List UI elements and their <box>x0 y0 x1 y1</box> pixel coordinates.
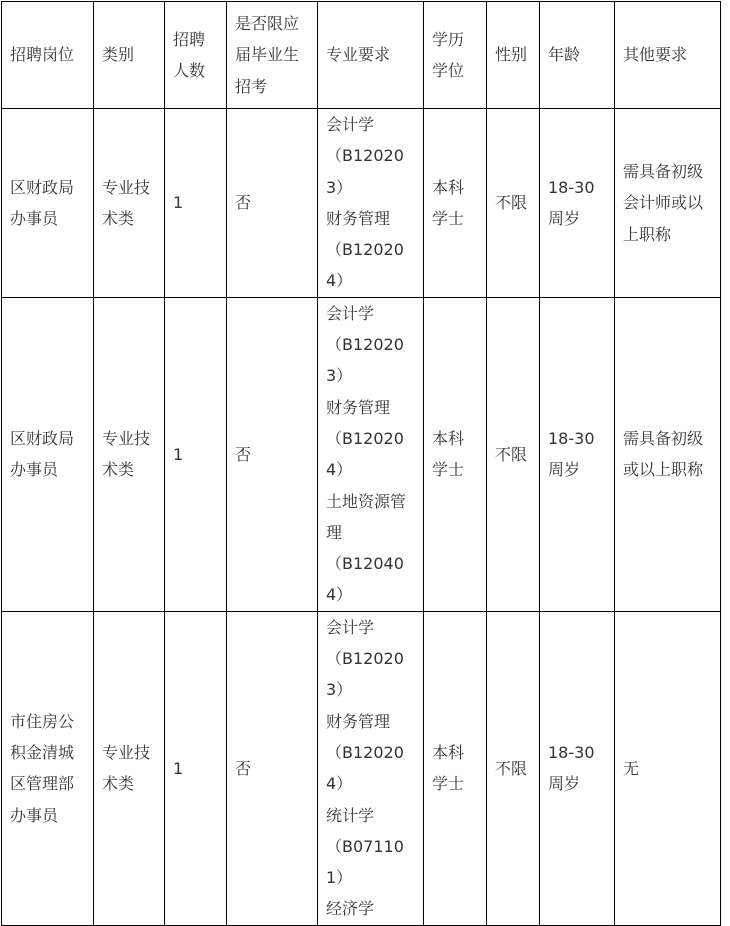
header-other: 其他要求 <box>615 2 721 109</box>
table-header-row <box>2 2 721 109</box>
table-row <box>2 109 721 298</box>
header-gender: 性别 <box>487 2 540 109</box>
cell-category: 专业技术类 <box>94 297 165 611</box>
cell-category: 专业技术类 <box>94 109 165 298</box>
major-name: 财务管理 <box>326 711 391 731</box>
header-major: 专业要求 <box>318 2 424 109</box>
cell-other: 无 <box>615 611 721 925</box>
cell-position: 区财政局办事员 <box>2 109 94 298</box>
major-code: （B120204） <box>326 240 404 291</box>
cell-fresh-grad-only: 否 <box>227 109 318 298</box>
major-name: 经济学 <box>326 899 375 919</box>
cell-education: 本科学士 <box>424 109 487 298</box>
major-code: （B120204） <box>326 428 404 480</box>
header-age: 年龄 <box>540 2 615 109</box>
cell-major <box>318 109 424 298</box>
major-name: 土地资源管理 <box>326 491 407 542</box>
cell-major <box>318 611 424 925</box>
major-code: （B120203） <box>326 146 404 197</box>
recruitment-table <box>1 1 721 926</box>
cell-count: 1 <box>165 109 227 298</box>
header-position: 招聘岗位 <box>2 2 94 109</box>
major-code: （B120203） <box>326 335 404 386</box>
cell-category: 专业技术类 <box>94 611 165 925</box>
cell-position: 市住房公积金清城区管理部办事员 <box>2 611 94 925</box>
recruitment-table-container <box>1 1 721 926</box>
header-fresh-grad-only: 是否限应届毕业生招考 <box>227 2 318 109</box>
cell-fresh-grad-only: 否 <box>227 297 318 611</box>
cell-fresh-grad-only: 否 <box>227 611 318 925</box>
cell-gender: 不限 <box>487 109 540 298</box>
major-name: 财务管理 <box>326 208 391 228</box>
major-name: 会计学 <box>326 617 375 637</box>
cell-count: 1 <box>165 611 227 925</box>
header-education: 学历学位 <box>424 2 487 109</box>
cell-position: 区财政局办事员 <box>2 297 94 611</box>
header-count: 招聘人数 <box>165 2 227 109</box>
cell-other: 需具备初级会计师或以上职称 <box>615 109 721 298</box>
header-category: 类别 <box>94 2 165 109</box>
cell-age: 18-30周岁 <box>540 297 615 611</box>
cell-gender: 不限 <box>487 297 540 611</box>
cell-education: 本科学士 <box>424 611 487 925</box>
major-name: 财务管理 <box>326 397 391 417</box>
major-code: （B120203） <box>326 649 404 700</box>
cell-age: 18-30周岁 <box>540 109 615 298</box>
cell-education: 本科学士 <box>424 297 487 611</box>
major-code: （B120204） <box>326 742 404 794</box>
cell-gender: 不限 <box>487 611 540 925</box>
table-row <box>2 611 721 925</box>
cell-major <box>318 297 424 611</box>
major-name: 统计学 <box>326 805 375 825</box>
major-name: 会计学 <box>326 115 375 134</box>
cell-other: 需具备初级或以上职称 <box>615 297 721 611</box>
cell-age: 18-30周岁 <box>540 611 615 925</box>
table-row <box>2 297 721 611</box>
major-code: （B071101） <box>326 836 404 888</box>
major-name: 会计学 <box>326 303 375 323</box>
cell-count: 1 <box>165 297 227 611</box>
major-code: （B120404） <box>326 554 404 605</box>
